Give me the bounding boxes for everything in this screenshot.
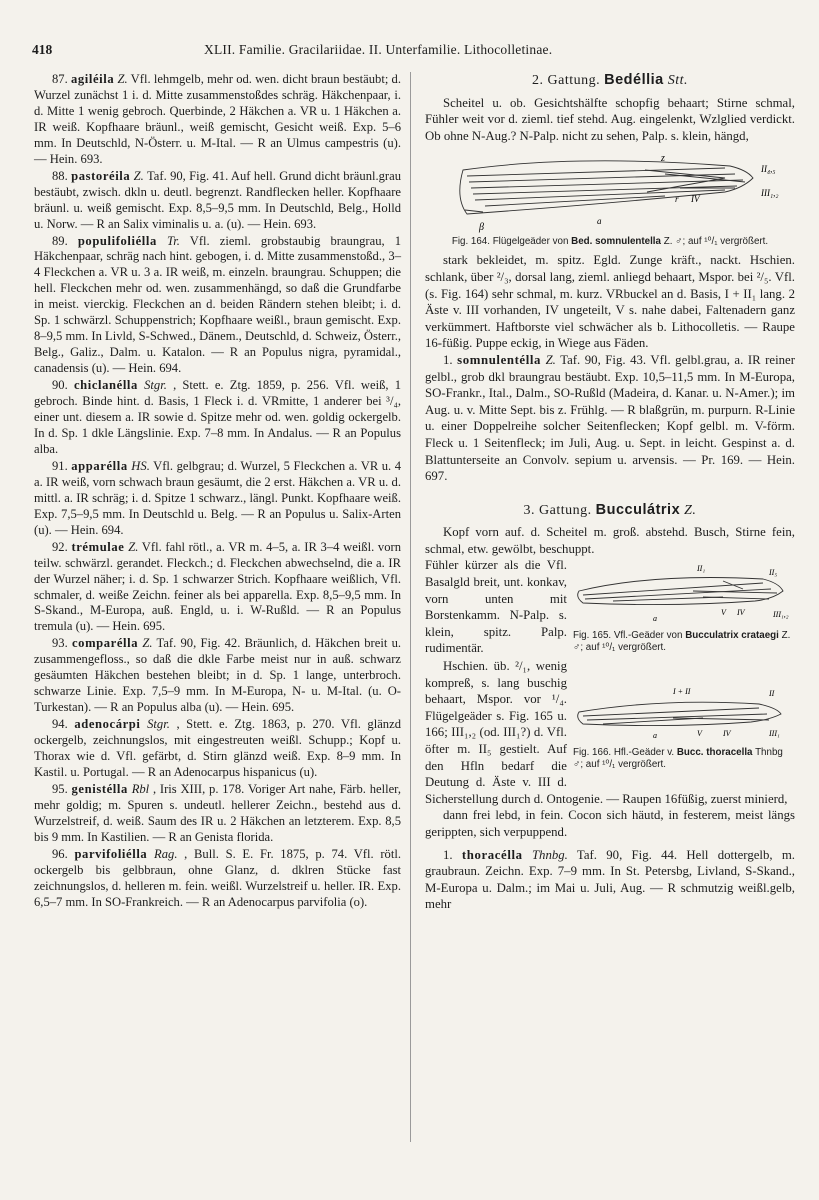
species-author: Rbl (131, 781, 150, 796)
figure-166 (573, 684, 795, 771)
species-author: Tr. (166, 233, 180, 248)
species-author: Stgr. (144, 378, 167, 393)
species-number: 89. (52, 233, 68, 248)
species-name: somnulentélla (457, 352, 542, 367)
species-number: 90. (52, 378, 68, 393)
species-name: pastoréila (71, 168, 131, 183)
species-name: parvifoliélla (74, 846, 148, 861)
species-entry (34, 636, 401, 716)
species-description: , Stett. e. Ztg. 1859, p. 256. Vfl. weiß, 1 gebroch. Binde hint. d. Basis, 1 Fleck i. d. VRmitte, 1 anderer bei ³/₄, einer unt. diesem a. IR sowie d. Spitze mehr od. wen. goldig ockergelb. In d. Sp. 1 dkle Längslinie. Exp. 7–8 mm. In Andalus. — R an Populus alba. (34, 378, 402, 456)
species-number: 95. (52, 781, 68, 796)
species-description: , Bull. S. E. Fr. 1875, p. 74. Vfl. rötl. ockergelb bis gelbbraun, ohne Glanz, d. dklren Stücke fast zeichnungslos, d. helleren m. fein. weißl. Wurzelstreif u. heller. IR. Exp. 6,5–7 mm. In SO-Frankreich. — R an Adenocarpus parvifolia (o). (34, 846, 401, 909)
species-name: apparélla (71, 458, 128, 473)
species-author: Z. (133, 168, 144, 183)
species-name: adenocárpi (74, 717, 141, 732)
vein-label: II₄,₅ (761, 164, 776, 175)
vein-label: III₁,₂ (761, 188, 779, 199)
species-entry (34, 540, 401, 636)
wing-venation-diagram-165 (573, 561, 795, 625)
species-entry-somnulentella: 1. somnulentélla Z. Taf. 90, Fig. 43. Vfl. gelbl.grau, a. IR reiner gelbl., grob dkl braungrau bestäubt. Exp. 10,5–11,5 mm. In M-Europa, SO-Frankr., Ital., Dalm., SO-Rußld (Madeira, d. Kanar. u. N-Amer.); im Aug. u. v. Mitte Sept. bis z. Frühlg. — R blaßgrün, m. purpurn. R-Linie u. einer Doppelreihe solcher Seitenflecken; Kopf gelbl. m. V-förm. Fleck u. 1 Seitenfleck; im Juli, Aug. u. Sept. in leicht. Gespinst a. d. Blattunterseite an Convolv. sepium u. arvensis. — Pr. 169. — Hein. 697. (425, 352, 795, 484)
svg-text:III₁,₂: III₁,₂ (773, 610, 789, 620)
species-name: comparélla (71, 636, 139, 651)
genus-heading-bucculatrix: 3. Gattung. Bucculátrix Z. (523, 501, 697, 518)
species-author: Z. (117, 72, 128, 86)
left-column (34, 72, 401, 912)
svg-text:III₁: III₁ (769, 729, 780, 739)
figure-164-caption: Fig. 164. Flügelgeäder von Bed. somnulentella Z. ♂; auf ¹⁰/₁ vergrößert. (451, 236, 769, 248)
genus-name: Bucculátrix (595, 501, 681, 518)
species-author: Z. (142, 636, 153, 651)
column-divider (410, 72, 411, 1142)
species-author: HS. (131, 458, 150, 473)
svg-text:II₅: II₅ (769, 568, 778, 578)
vein-label: z (661, 153, 665, 165)
species-name: populifoliélla (77, 233, 157, 248)
species-author: Stgr. (147, 717, 170, 732)
vein-label: r (675, 194, 679, 205)
svg-text:V: V (697, 729, 702, 739)
svg-text:II₁: II₁ (697, 564, 706, 574)
genus-description: Scheitel u. ob. Gesichtshälfte schopfig behaart; Stirne schmal, Fühler weit vor d. zieml. tief stehd. Aug. eingelenkt, Wzlglied verdickt. Ob ohne N-Aug.? N-Palp. nicht zu sehen, Palp. s. klein, hängd, (425, 95, 795, 143)
figure-166-caption: Fig. 166. Hfl.-Geäder v. Bucc. thoracella Thnbg ♂; auf ¹⁰/₁ vergrößert. (573, 746, 783, 770)
genus-name: Bedéllia (604, 72, 664, 88)
wing-venation-diagram-166 (573, 684, 795, 742)
species-description: Taf. 90, Fig. 42. Bräunlich, d. Häkchen breit u. zusammengefloss., so daß die dkle Farbe meist nur in auß. schwarz gesäumten Häkchen bestehen bleibt; in d. Sp. 1 lange, unterbroch. schwarze Linie. Exp. 7,5–9 mm. In M-Europa, N- u. M-Ital. (u. O-Turkestan). — R an Populus alba (u). — Hein. 695. (34, 636, 402, 715)
species-entry (34, 782, 401, 846)
wing-venation-diagram-164 (425, 148, 795, 236)
species-name: chiclanélla (73, 378, 138, 393)
svg-text:IV: IV (737, 608, 745, 618)
genus-heading-bedellia: 2. Gattung. Bedéllia Stt. (532, 72, 688, 88)
species-description: Taf. 90, Fig. 41. Auf hell. Grund dicht bräunl.grau bestäubt, zwisch. dkln u. deutl. begrenzt. Randflecken heller. Kopfhaare bräunl. u. weiß gemischt. Exp. 8,5–9,5 mm. In Deutschld, Belg., Holld u. Norw. — R an Salix viminalis u. a. (u). — Hein. 693. (34, 168, 402, 231)
species-entry (34, 378, 401, 458)
species-description: Vfl. gelbgrau; d. Wurzel, 5 Fleckchen a. VR u. 4 a. IR weiß, vorn schwach braun gesäumt, die 2 erst. Häkchen a. VR u. d. mittl. a. IR schräg; i. d. Spitze 1 schwarz., längl. Punkt. Kopfhaare weiß. Exp. 7,5–9,5 mm. In Deutschld u. Belg. — R an Populus u. Salix-Arten (u). — Hein. 694. (34, 458, 402, 537)
genus-description: Kopf vorn auf. d. Scheitel m. groß. abstehd. Busch, Stirne fein, schmal, etw. gewölbt, beschuppt. (425, 525, 795, 556)
genus-description-continued: stark bekleidet, m. spitz. Egld. Zunge kräft., nackt. Hschien. schlank, über ²/₃, dorsal lang, zieml. anliegd behaart, Mspor. bei ²/₅. Vfl. (s. Fig. 164) sehr schmal, m. kurz. VRbuckel an d. Basis, I + II₁ lang. 2 Äste v. III vorhanden, IV ungeteilt, V s. nahe dabei, Faltenadern ganz verkümmert. Haftborste viel schwächer als b. Lithocolletis. — Raupe 16-füßig. Puppe eckig, in Wiege aus Fäden. (425, 253, 795, 351)
species-name: thoracélla (461, 847, 523, 862)
svg-text:V: V (721, 608, 726, 618)
genus-description-end: dann frei lebd, in fein. Cocon sich häutd, in festerem, meist längs gerippten, sich verpuppend. (425, 808, 795, 839)
running-title: XLII. Familie. Gracilariidae. II. Unterfamilie. Lithocolletinae. (204, 42, 553, 57)
figure-164 (425, 148, 795, 248)
species-entry-thoracella: 1. thoracélla Thnbg. Taf. 90, Fig. 44. Hell dottergelb, m. graubraun. Zeichn. Exp. 7–9 mm. In St. Petersbg, Livland, S-Skand., M-Europa u. Dalm.; im Mai u. Juli, Aug. — R schmutzig weißl.gelb, mehr (425, 847, 796, 912)
species-description: , Iris XIII, p. 178. Voriger Art nahe, Färb. heller, mehr goldig; m. Spuren s. undeutl. hellerer Zeichn., bestehd aus d. Wurzelstreif, d. weiß. Saum des IR u. 2 Häkchen an letzterem. Exp. 8,5 bis 9 mm. In Kastilien. — R an Genista florida. (34, 781, 402, 844)
genus-description-narrow: Fühler kürzer als die Vfl. Basalgld breit, unt. konkav, vorn unten mit Borstenkamm. N-Palp. s. klein, spitz. Palp. rudimentär. (425, 558, 567, 656)
right-column (425, 68, 795, 914)
genus-description-continued: Hschien. üb. ²/₁, wenig kompreß, s. lang buschig behaart, Mspor. vor ¹/₄. Flügelgeäder s. Fig. 165 u. 166; III₁,₂ (od. III₁?) d. Vfl. öfter m. II₅ gestielt. Auf den Hfln bedarf die Deutung d. Äste v. III d. Sicherstellung durch d. Ontogenie. — Raupen 16füßig, zuerst minierd, (425, 659, 788, 806)
species-number: 92. (52, 539, 68, 554)
figure-165 (573, 561, 795, 654)
species-description: Vfl. fahl rötl., a. VR m. 4–5, a. IR 3–4 weißl. vorn teilw. schwärzl. gerandet. Fleckch.; d. Fleckchen abwechselnd, die a. IR der Wurzel näher; i. d. Sp. 1 schwarzer Strich. Kopfhaare weißlich, Vfl. schmaler, d. weiße Zeichn. feiner als bei apparella. Exp. 8,5–9,5 mm. In S-Skand., M-Europa, auß. Engld, u. i. W-Rußld. — R an Populus tremula (u). — Hein. 695. (34, 539, 401, 634)
species-number: 87. (52, 72, 68, 86)
species-entry (34, 234, 401, 378)
species-author: Rag. (154, 846, 178, 861)
vein-label: β (479, 222, 484, 234)
page-number: 418 (32, 42, 53, 57)
species-number: 91. (52, 458, 68, 473)
species-number: 94. (52, 717, 68, 732)
species-description: , Stett. e. Ztg. 1863, p. 270. Vfl. glänzd ockergelb, zeichnungslos, mit eingestreuten weißl. Schupp.; Kopf u. Thorax wie d. Vfl. gefärbt, d. Stirn glänzd weiß. Exp. 8–9 mm. In Kastil. u. Portugal. — R an Adenocarpus hispanicus (u). (34, 717, 401, 779)
species-name: genistélla (71, 781, 128, 796)
species-name: trémulae (71, 539, 125, 554)
species-entry (34, 717, 401, 781)
page-header (32, 40, 792, 62)
species-entry (34, 847, 401, 911)
species-entry (34, 169, 401, 233)
svg-text:IV: IV (723, 729, 731, 739)
species-number: 88. (52, 168, 68, 183)
vein-label: a (597, 216, 602, 227)
species-number: 96. (52, 846, 68, 861)
species-entry (34, 72, 401, 168)
species-description: Vfl. lehmgelb, mehr od. wen. dicht braun bestäubt; d. Wurzel zunächst 1 i. d. Mitte zusammenstoßdes schräg. Häkchenpaar, i. d. Mitte 1 wenig gebroch. Querbinde, 2 Häkchen a. VR u. 1 Häkchen a. IR weiß. Kopfhaare bräunl., weiß gemischt, Gesicht weiß. Exp. 5–6 mm. In Deutschld, N-Österr. u. M-Ital. — R an Ulmus campestris (u). — Hein. 693. (34, 72, 401, 166)
svg-text:a: a (653, 731, 657, 741)
svg-text:II: II (769, 689, 775, 699)
species-entry (34, 459, 401, 539)
svg-text:I + II: I + II (673, 687, 691, 697)
species-description: Vfl. zieml. grobstaubig braungrau, 1 Häkchenpaar, schräg nach hint. gebogen, i. d. Mitte zusammenstoßd., 3–4 Fleckchen a. VR u. 3 a. IR weiß, m. einzeln. braungrau. Schuppen; die hell. Fleckchen mehr od. wen. zusammenhängd, so daß die Grundfarbe in meist. vierckig. Fleckchen an d. beiden Rändern stehen bleibt; i. d. Sp. 1 schwärzl. Schuppenstrich; Kopfhaare weißl., braun gemischt. Exp. 8–9,5 mm. In Livld, S-Schwed., Dänem., Deutschld, d. Schweiz, Österr., Belg., Galiz., Dalm. u. Katalon. — R an Populus nigra, pyramidal., canadensis (u). — Hein. 694. (34, 233, 401, 376)
species-number: 93. (52, 636, 68, 651)
species-author: Z. (128, 539, 139, 554)
species-name: agiléila (70, 72, 115, 86)
vein-label: IV (691, 194, 700, 205)
figure-165-caption: Fig. 165. Vfl.-Geäder von Bucculatrix crataegi Z. ♂; auf ¹⁰/₁ vergrößert. (573, 630, 791, 654)
svg-text:a: a (653, 614, 657, 624)
